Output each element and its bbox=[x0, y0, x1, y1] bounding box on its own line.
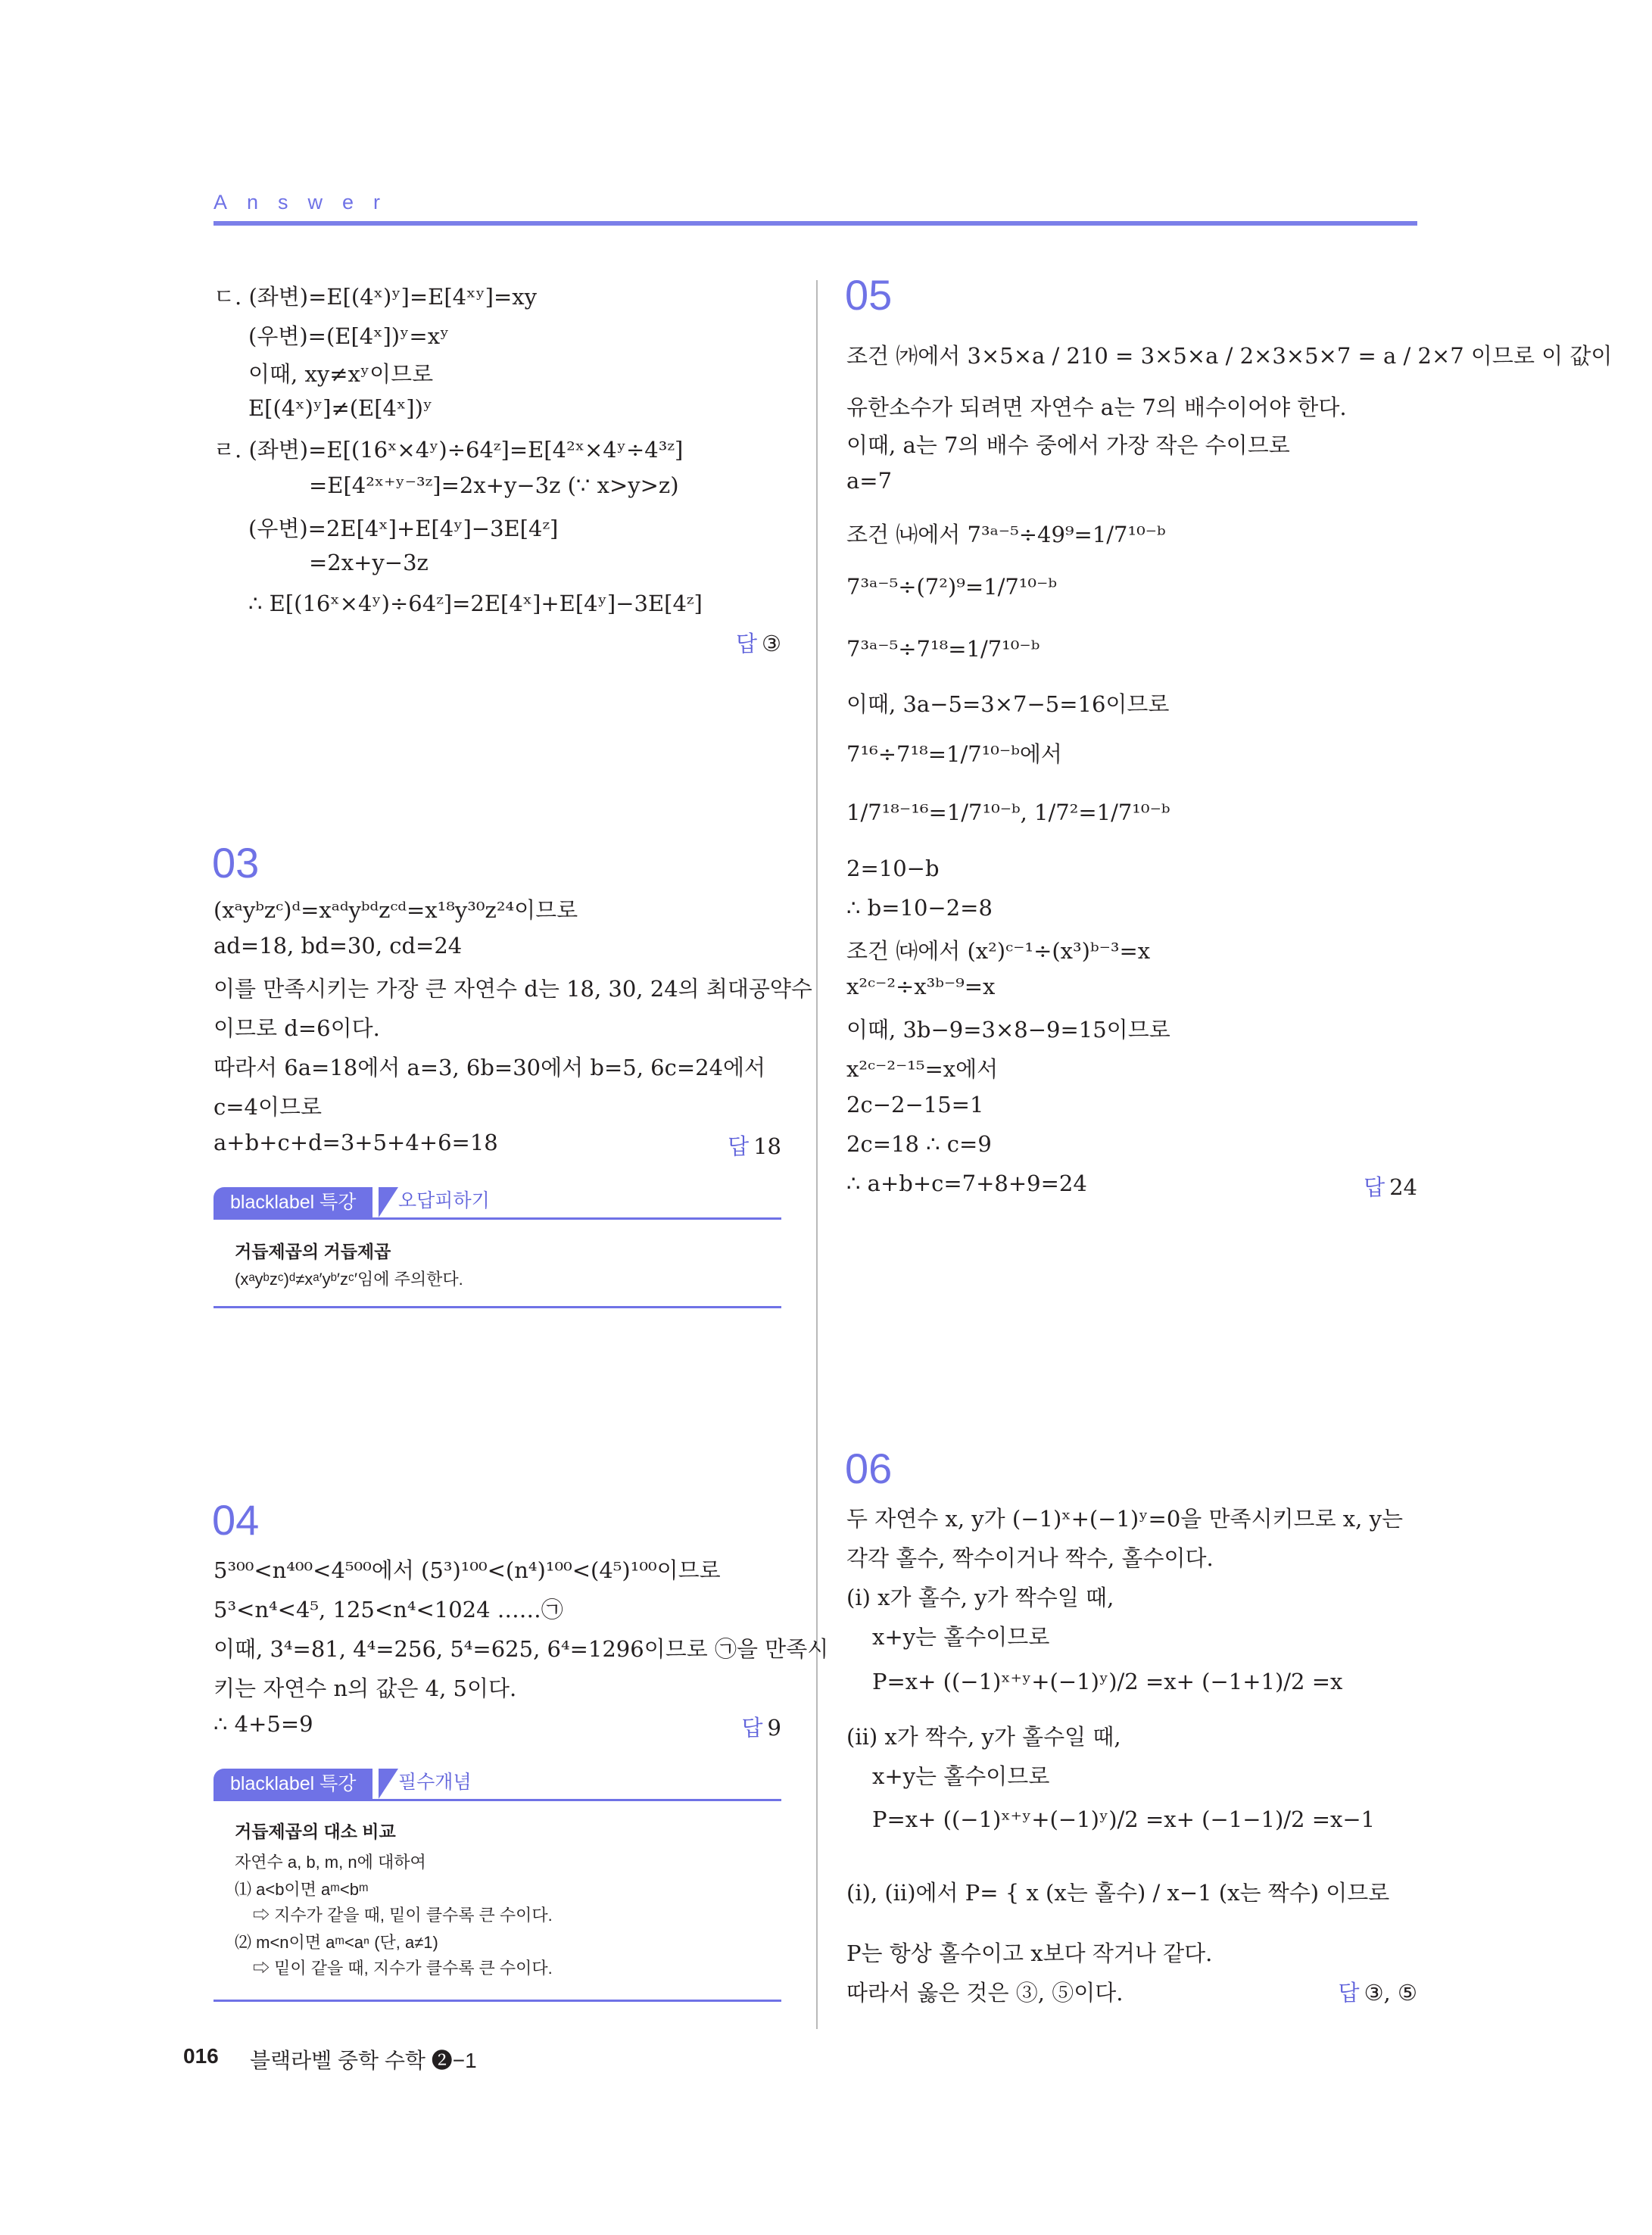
problem-number: 05 bbox=[845, 271, 893, 319]
answer bbox=[1339, 1976, 1417, 2007]
solution-line: (우변)=(E[4ˣ])ʸ=xʸ bbox=[248, 323, 450, 349]
solution-line: ∴ 4+5=9 bbox=[214, 1711, 313, 1737]
section-header: Answer bbox=[214, 191, 401, 214]
solution-line: 이때, 3b−9=3×8−9=15이므로 bbox=[846, 1017, 1170, 1043]
answer-value: ③ bbox=[762, 631, 781, 656]
solution-line: 조건 ㈎에서 3×5×a / 210 = 3×5×a / 2×3×5×7 = a / 2×7 이므로 이 값이 bbox=[846, 343, 1613, 369]
solution-line: ∴ E[(16ˣ×4ʸ)÷64ᶻ]=2E[4ˣ]+E[4ʸ]−3E[4ᶻ] bbox=[248, 591, 703, 616]
header-rule bbox=[214, 221, 1417, 226]
solution-line: 따라서 옳은 것은 ③, ⑤이다. bbox=[846, 1980, 1124, 2006]
solution-line: 이때, 3⁴=81, 4⁴=256, 5⁴=625, 6⁴=1296이므로 ㉠을 만족시 bbox=[214, 1636, 829, 1662]
box-line: ⑵ m<n이면 aᵐ<aⁿ (단, a≠1) bbox=[235, 1933, 438, 1952]
solution-line: 7¹⁶÷7¹⁸=1/7¹⁰⁻ᵇ에서 bbox=[846, 741, 1062, 767]
box-line: 자연수 a, b, m, n에 대하여 bbox=[235, 1853, 426, 1872]
solution-line: =2x+y−3z bbox=[309, 550, 429, 575]
solution-line: 이때, 3a−5=3×7−5=16이므로 bbox=[846, 691, 1170, 717]
problem-number: 03 bbox=[212, 839, 260, 887]
solution-line: ㄹ. (좌변)=E[(16ˣ×4ʸ)÷64ᶻ]=E[4²ˣ×4ʸ÷4³ᶻ] bbox=[214, 437, 684, 463]
box-tabs bbox=[214, 1769, 781, 1801]
box-tab-main: blacklabel 특강 bbox=[214, 1187, 372, 1217]
box-body bbox=[214, 1220, 781, 1308]
blacklabel-box bbox=[214, 1769, 781, 2002]
solution-line: x²ᶜ⁻²÷x³ᵇ⁻⁹=x bbox=[846, 974, 996, 999]
box-tab-sub: 오답피하기 bbox=[398, 1190, 490, 1211]
solution-line: 이때, xy≠xʸ이므로 bbox=[248, 361, 434, 387]
solution-line: P는 항상 홀수이고 x보다 작거나 같다. bbox=[846, 1940, 1213, 1966]
answer-label: 답 bbox=[1338, 1981, 1360, 2006]
solution-line: x²ᶜ⁻²⁻¹⁵=x에서 bbox=[846, 1056, 999, 1082]
box-title: 거듭제곱의 대소 비교 bbox=[235, 1822, 396, 1841]
box-line: ⇨ 지수가 같을 때, 밑이 클수록 큰 수이다. bbox=[253, 1906, 553, 1925]
solution-line: 2c=18 ∴ c=9 bbox=[846, 1131, 992, 1157]
solution-line: a=7 bbox=[846, 468, 893, 494]
box-tab-slant bbox=[379, 1769, 398, 1799]
solution-line: 5³<n⁴<4⁵, 125<n⁴<1024 ……㉠ bbox=[214, 1597, 563, 1622]
solution-line: ad=18, bd=30, cd=24 bbox=[214, 933, 463, 959]
solution-line: 7³ᵃ⁻⁵÷(7²)⁹=1/7¹⁰⁻ᵇ bbox=[846, 574, 1057, 600]
box-tab-main: blacklabel 특강 bbox=[214, 1769, 372, 1799]
solution-line: 이므로 d=6이다. bbox=[214, 1015, 380, 1041]
answer bbox=[1364, 1170, 1417, 1202]
solution-line: 조건 ㈐에서 (x²)ᶜ⁻¹÷(x³)ᵇ⁻³=x bbox=[846, 938, 1151, 964]
box-title: 거듭제곱의 거듭제곱 bbox=[235, 1242, 391, 1261]
column-divider bbox=[816, 280, 818, 2029]
solution-line: c=4이므로 bbox=[214, 1094, 323, 1120]
solution-line: (ⅰ) x가 홀수, y가 짝수일 때, bbox=[846, 1585, 1114, 1610]
solution-line: P=x+ ((−1)ˣ⁺ʸ+(−1)ʸ)/2 =x+ (−1−1)/2 =x−1 bbox=[872, 1806, 1376, 1832]
solution-line: (ⅰ), (ⅱ)에서 P= { x (x는 홀수) / x−1 (x는 짝수) 이므로 bbox=[846, 1880, 1390, 1906]
answer-value: ③, ⑤ bbox=[1364, 1980, 1417, 2006]
answer-value: 9 bbox=[767, 1715, 781, 1741]
box-line: (xᵃyᵇzᶜ)ᵈ≠xᵃ′yᵇ′zᶜ′임에 주의한다. bbox=[235, 1270, 463, 1289]
answer bbox=[742, 1711, 781, 1742]
solution-line: 7³ᵃ⁻⁵÷7¹⁸=1/7¹⁰⁻ᵇ bbox=[846, 636, 1040, 662]
page-number: 016 bbox=[183, 2044, 219, 2068]
answer-label: 답 bbox=[728, 1135, 750, 1159]
solution-line: 5³⁰⁰<n⁴⁰⁰<4⁵⁰⁰에서 (5³)¹⁰⁰<(n⁴)¹⁰⁰<(4⁵)¹⁰⁰이므로 bbox=[214, 1557, 721, 1583]
solution-line: E[(4ˣ)ʸ]≠(E[4ˣ])ʸ bbox=[248, 395, 433, 421]
solution-line: x+y는 홀수이므로 bbox=[872, 1763, 1050, 1789]
blacklabel-box bbox=[214, 1187, 781, 1308]
answer-value: 18 bbox=[753, 1133, 781, 1159]
solution-line: 2c−2−15=1 bbox=[846, 1092, 984, 1118]
solution-line: (ⅱ) x가 짝수, y가 홀수일 때, bbox=[846, 1724, 1121, 1750]
answer-label: 답 bbox=[735, 632, 757, 656]
book-title: 블랙라벨 중학 수학 ❷−1 bbox=[250, 2049, 477, 2072]
solution-line: P=x+ ((−1)ˣ⁺ʸ+(−1)ʸ)/2 =x+ (−1+1)/2 =x bbox=[872, 1669, 1343, 1694]
box-line: ⑴ a<b이면 aᵐ<bᵐ bbox=[235, 1880, 369, 1899]
solution-line: 각각 홀수, 짝수이거나 짝수, 홀수이다. bbox=[846, 1545, 1214, 1571]
solution-line: 조건 ㈏에서 7³ᵃ⁻⁵÷49⁹=1/7¹⁰⁻ᵇ bbox=[846, 522, 1166, 547]
solution-line: 이를 만족시키는 가장 큰 자연수 d는 18, 30, 24의 최대공약수 bbox=[214, 976, 812, 1002]
solution-line: 유한소수가 되려면 자연수 a는 7의 배수이어야 한다. bbox=[846, 394, 1347, 420]
solution-line: (xᵃyᵇzᶜ)ᵈ=xᵃᵈyᵇᵈzᶜᵈ=x¹⁸y³⁰z²⁴이므로 bbox=[214, 897, 578, 923]
solution-line: x+y는 홀수이므로 bbox=[872, 1624, 1050, 1650]
problem-number: 04 bbox=[212, 1496, 260, 1544]
solution-line: 1/7¹⁸⁻¹⁶=1/7¹⁰⁻ᵇ, 1/7²=1/7¹⁰⁻ᵇ bbox=[846, 800, 1170, 825]
box-tabs bbox=[214, 1187, 781, 1220]
answer-value: 24 bbox=[1389, 1174, 1417, 1200]
solution-line: 2=10−b bbox=[846, 856, 940, 881]
solution-line: (우변)=2E[4ˣ]+E[4ʸ]−3E[4ᶻ] bbox=[248, 516, 559, 541]
solution-line: 따라서 6a=18에서 a=3, 6b=30에서 b=5, 6c=24에서 bbox=[214, 1055, 766, 1080]
box-line: ⇨ 밑이 같을 때, 지수가 클수록 큰 수이다. bbox=[253, 1959, 553, 1978]
problem-number: 06 bbox=[845, 1445, 893, 1492]
solution-line: ∴ a+b+c=7+8+9=24 bbox=[846, 1170, 1087, 1196]
solution-line: ㄷ. (좌변)=E[(4ˣ)ʸ]=E[4ˣʸ]=xy bbox=[214, 284, 538, 310]
solution-line: ∴ b=10−2=8 bbox=[846, 895, 993, 921]
solution-line: =E[4²ˣ⁺ʸ⁻³ᶻ]=2x+y−3z (∵ x>y>z) bbox=[309, 472, 679, 498]
answer-label: 답 bbox=[1364, 1176, 1385, 1200]
solution-line: 이때, a는 7의 배수 중에서 가장 작은 수이므로 bbox=[846, 432, 1290, 458]
solution-line: a+b+c+d=3+5+4+6=18 bbox=[214, 1130, 498, 1155]
box-body bbox=[214, 1801, 781, 2002]
box-tab-slant bbox=[379, 1187, 398, 1217]
solution-line: 키는 자연수 n의 값은 4, 5이다. bbox=[214, 1675, 517, 1701]
answer bbox=[736, 627, 781, 658]
answer-label: 답 bbox=[741, 1716, 763, 1741]
box-tab-sub: 필수개념 bbox=[398, 1772, 472, 1793]
solution-line: 두 자연수 x, y가 (−1)ˣ+(−1)ʸ=0을 만족시키므로 x, y는 bbox=[846, 1506, 1403, 1532]
answer bbox=[728, 1130, 781, 1161]
